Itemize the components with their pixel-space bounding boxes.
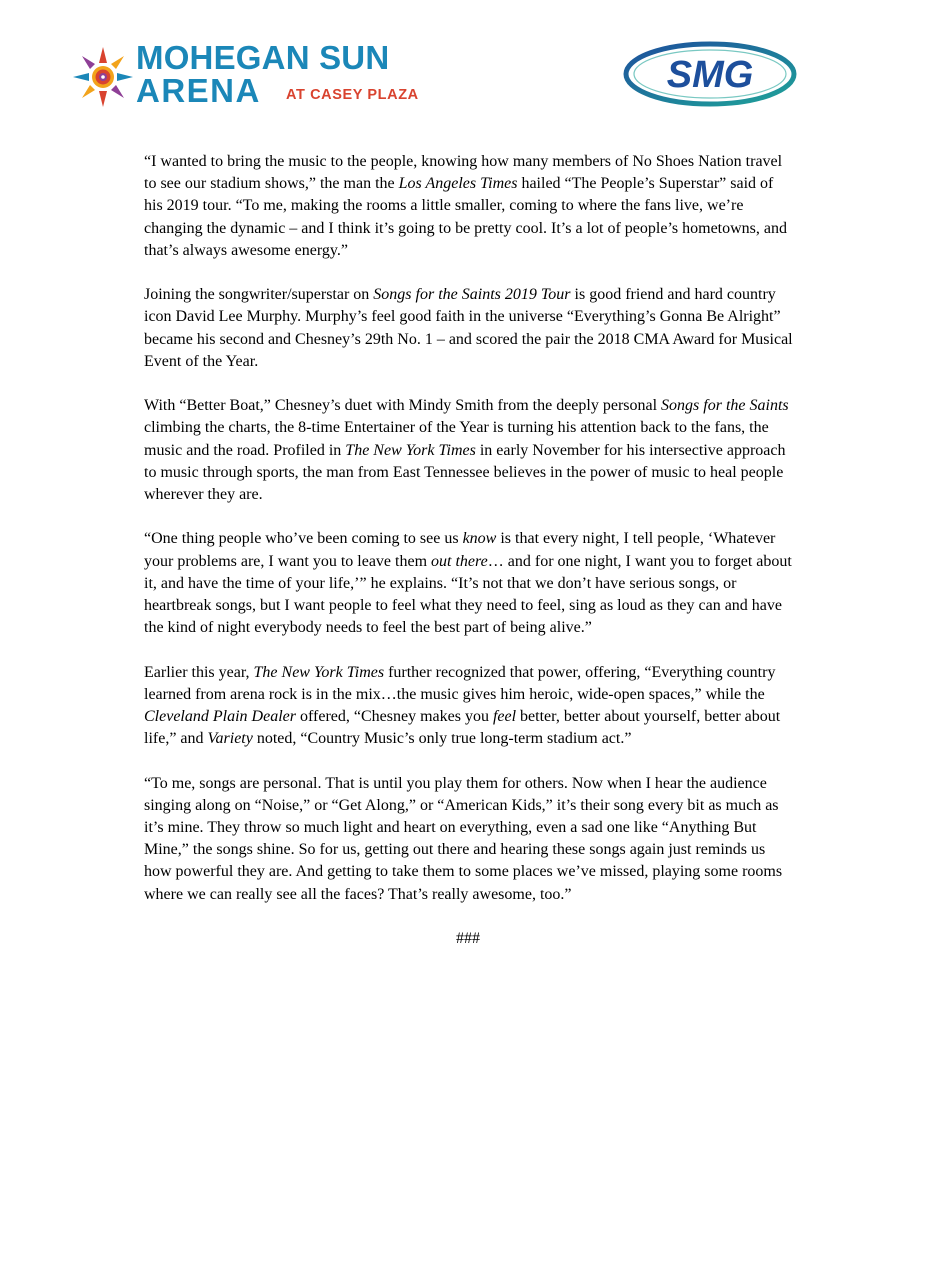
text-run: “I wanted to bring the music to the people, knowing how many members of No Shoes Nation travel to see our stadium shows,” the man the [144, 153, 783, 193]
body-paragraph [144, 284, 794, 373]
text-run: better, better about yourself, better about life,” and [144, 708, 781, 748]
body-paragraph [144, 662, 794, 751]
text-run: hailed “The People’s Superstar” said of his 2019 tour. “To me, making the rooms a little smaller, coming to where the fans live, we’re changing the dynamic – and I think it’s going to be pretty cool. It’s a lot of people’s hometowns, and that’s always awesome energy.” [144, 175, 787, 259]
document-body [144, 151, 794, 950]
text-run: With “Better Boat,” Chesney’s duet with Mindy Smith from the deeply personal [144, 397, 662, 415]
logo-subline: AT CASEY PLAZA [286, 87, 419, 103]
logo-line-1: MOHEGAN SUN [136, 39, 390, 76]
text-run: climbing the charts, the 8-time Entertainer of the Year is turning his attention back to the fans, the music and the road. Profiled in [144, 419, 769, 459]
italic-text-run: The New York Times [345, 441, 476, 459]
italic-text-run: out there [431, 552, 488, 570]
smg-logo-text: SMG [666, 54, 754, 96]
text-run: Joining the songwriter/superstar on [144, 286, 374, 304]
italic-text-run: Songs for the Saints 2019 Tour [373, 286, 571, 304]
text-run: “To me, songs are personal. That is until you play them for others. Now when I hear the audience singing along on “Noise,” or “Get Along,” or “American Kids,” it’s their song every bit as much as it’s mine. They throw so much light and heart on everything, even a sad one like “Anything But Mine,” the songs shine. So for us, getting out there and hearing these songs again just reminds us how powerful they are. And getting to take them to some places we’ve missed, playing some rooms where we can really see all the faces? That’s really awesome, too.” [144, 774, 783, 903]
body-paragraph [144, 395, 794, 506]
body-paragraph [144, 151, 794, 262]
text-run: Earlier this year, [144, 663, 254, 681]
italic-text-run: The New York Times [253, 663, 385, 681]
text-run: noted, “Country Music’s only true long-term stadium act.” [252, 730, 632, 748]
text-run: is that every night, I tell people, ‘Whatever your problems are, I want you to leave them [144, 530, 776, 570]
logo-line-2: ARENA [136, 72, 261, 109]
smg-logo [622, 41, 798, 107]
text-run: in early November for his intersective approach to music through sports, the man from East Tennessee believes in the power of music to heal people wherever they are. [144, 441, 786, 504]
end-mark: ### [456, 930, 480, 948]
sunburst-icon [72, 46, 134, 108]
text-run: offered, “Chesney makes you [295, 708, 493, 726]
text-run: … and for one night, I want you to forget about it, and have the time of your life,’” he explains. “It’s not that we don’t have serious songs, or heartbreak songs, but I want people to feel what they need to feel, sing as loud as they can and have the kind of night everybody needs to feel the best part of being alive.” [144, 552, 792, 637]
body-paragraph [144, 528, 794, 639]
body-paragraph [144, 773, 794, 906]
italic-text-run: Los Angeles Times [398, 175, 518, 193]
mohegan-sun-arena-logo [72, 40, 432, 112]
italic-text-run: feel [492, 708, 517, 726]
italic-text-run: Variety [207, 730, 253, 748]
text-run: is good friend and hard country icon David Lee Murphy. Murphy’s feel good faith in the universe “Everything’s Gonna Be Alright” became his second and Chesney’s 29th No. 1 – and scored the pair the 2018 CMA Award for Musical Event of the Year. [144, 286, 793, 370]
text-run: “One thing people who’ve been coming to see us [144, 530, 463, 548]
text-run: further recognized that power, offering, “Everything country learned from arena rock is in the mix…the music gives him heroic, wide-open spaces,” while the [144, 663, 776, 703]
italic-text-run: Cleveland Plain Dealer [144, 708, 296, 726]
italic-text-run: Songs for the Saints [661, 397, 789, 415]
italic-text-run: know [462, 530, 497, 548]
